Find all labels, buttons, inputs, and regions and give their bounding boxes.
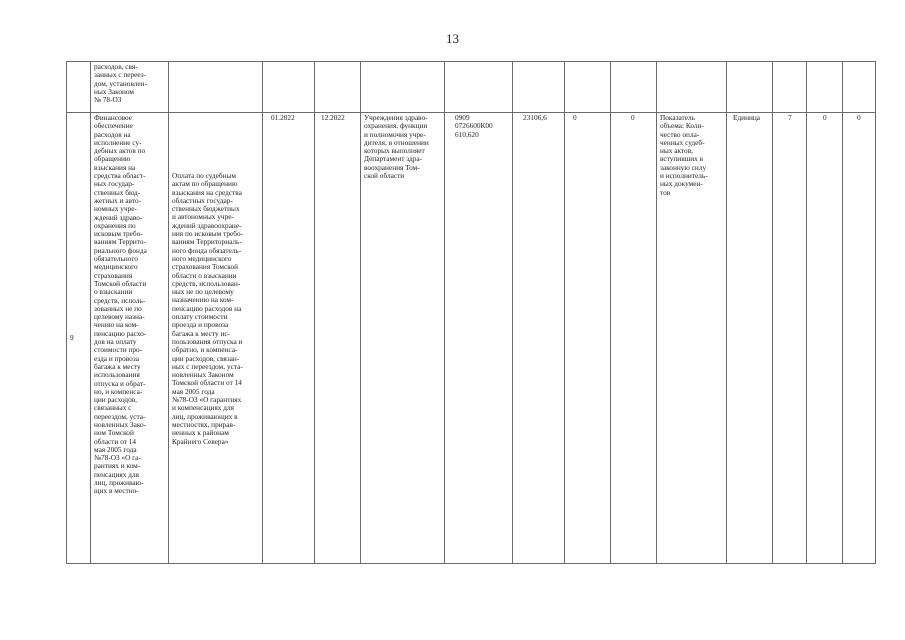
row-activity-text: Оплата по судебным актам по обращению взыскания на средства областных государ- ственных бюджетных и автономных учре- ждений здравоохране- ния по исковым требо- ваниям Территориаль- ного фонда обязатель- ного медицинского страхования Томской области о взыскании средств, использован- ных не по целевому назначению на ком- пенсацию расходов на оплату стоимости проезда и провоза багажа к месту ис- пользования отпуска и обратно, и компенса- ции расходов, связан- ных с переездом, уста- новленных Законом Томской области от 14 мая 2005 года №78-ОЗ «О гарантиях и компенсациях для лиц, проживающих в местностях, прирав- ненных к районам Крайнего Севера»	[172, 171, 244, 446]
row-budget-code: 0909 0726600К00 610,620	[445, 113, 513, 564]
row-amount-1: 23106,6	[513, 113, 565, 564]
cell-empty	[727, 62, 773, 113]
row-amount-3: 0	[611, 113, 657, 564]
cell-empty	[361, 62, 445, 113]
row-activity	[169, 113, 263, 564]
cell-number	[67, 62, 91, 113]
cell-empty	[169, 62, 263, 113]
cell-description-continued: расходов, свя- занных с переез- дом, установлен- ных Законом № 78-ОЗ	[91, 62, 169, 113]
table-row-continuation	[67, 62, 876, 113]
row-unit: Единица	[727, 113, 773, 564]
cell-empty	[315, 62, 361, 113]
cell-empty	[445, 62, 513, 113]
table-row	[67, 113, 876, 564]
row-amount-2: 0	[565, 113, 611, 564]
row-number: 9	[67, 113, 91, 564]
row-executor: Учреждения здраво- охранения, функции и полномочия учре- дителя, в отношении которых выполняет Департамент здра- воохранения Том- ской области	[361, 113, 445, 564]
row-value-1: 7	[773, 113, 807, 564]
cell-empty	[843, 62, 876, 113]
cell-empty	[611, 62, 657, 113]
cell-empty	[513, 62, 565, 113]
page-number: 13	[446, 31, 459, 46]
row-value-2: 0	[807, 113, 843, 564]
row-start-date: 01.2022	[263, 113, 315, 564]
row-value-3: 0	[843, 113, 876, 564]
cell-empty	[657, 62, 727, 113]
row-description: Финансовое обеспечение расходов на исполнение су- дебных актов по обращению взыскания на средства област- ных государ- ственных бюд- жетных и авто- номных учре- ждений здраво- охранения по исковым требо- ваниям Террито- риального фонда обязательного медицинского страхования Томской области о взыскании средств, исполь- зованных не по целевому назна- чению на ком- пенсацию расхо- дов на оплату стоимости про- езда и провоза багажа к месту использования отпуска и обрат- но, и компенса- ции расходов, связанных с переездом, уста- новленных Зако- ном Томской области от 14 мая 2005 года №78-ОЗ «О га- рантиях и ком- пенсациях для лиц, проживаю- щих в местно-	[91, 113, 169, 564]
row-end-date: 12.2022	[315, 113, 361, 564]
row-indicator: Показатель объема: Коли- чество опла- ченных судеб- ных актов, вступивших в законную силу и исполнитель- ных докумен- тов	[657, 113, 727, 564]
program-table	[66, 61, 876, 564]
cell-empty	[263, 62, 315, 113]
cell-empty	[565, 62, 611, 113]
cell-empty	[773, 62, 807, 113]
cell-empty	[807, 62, 843, 113]
